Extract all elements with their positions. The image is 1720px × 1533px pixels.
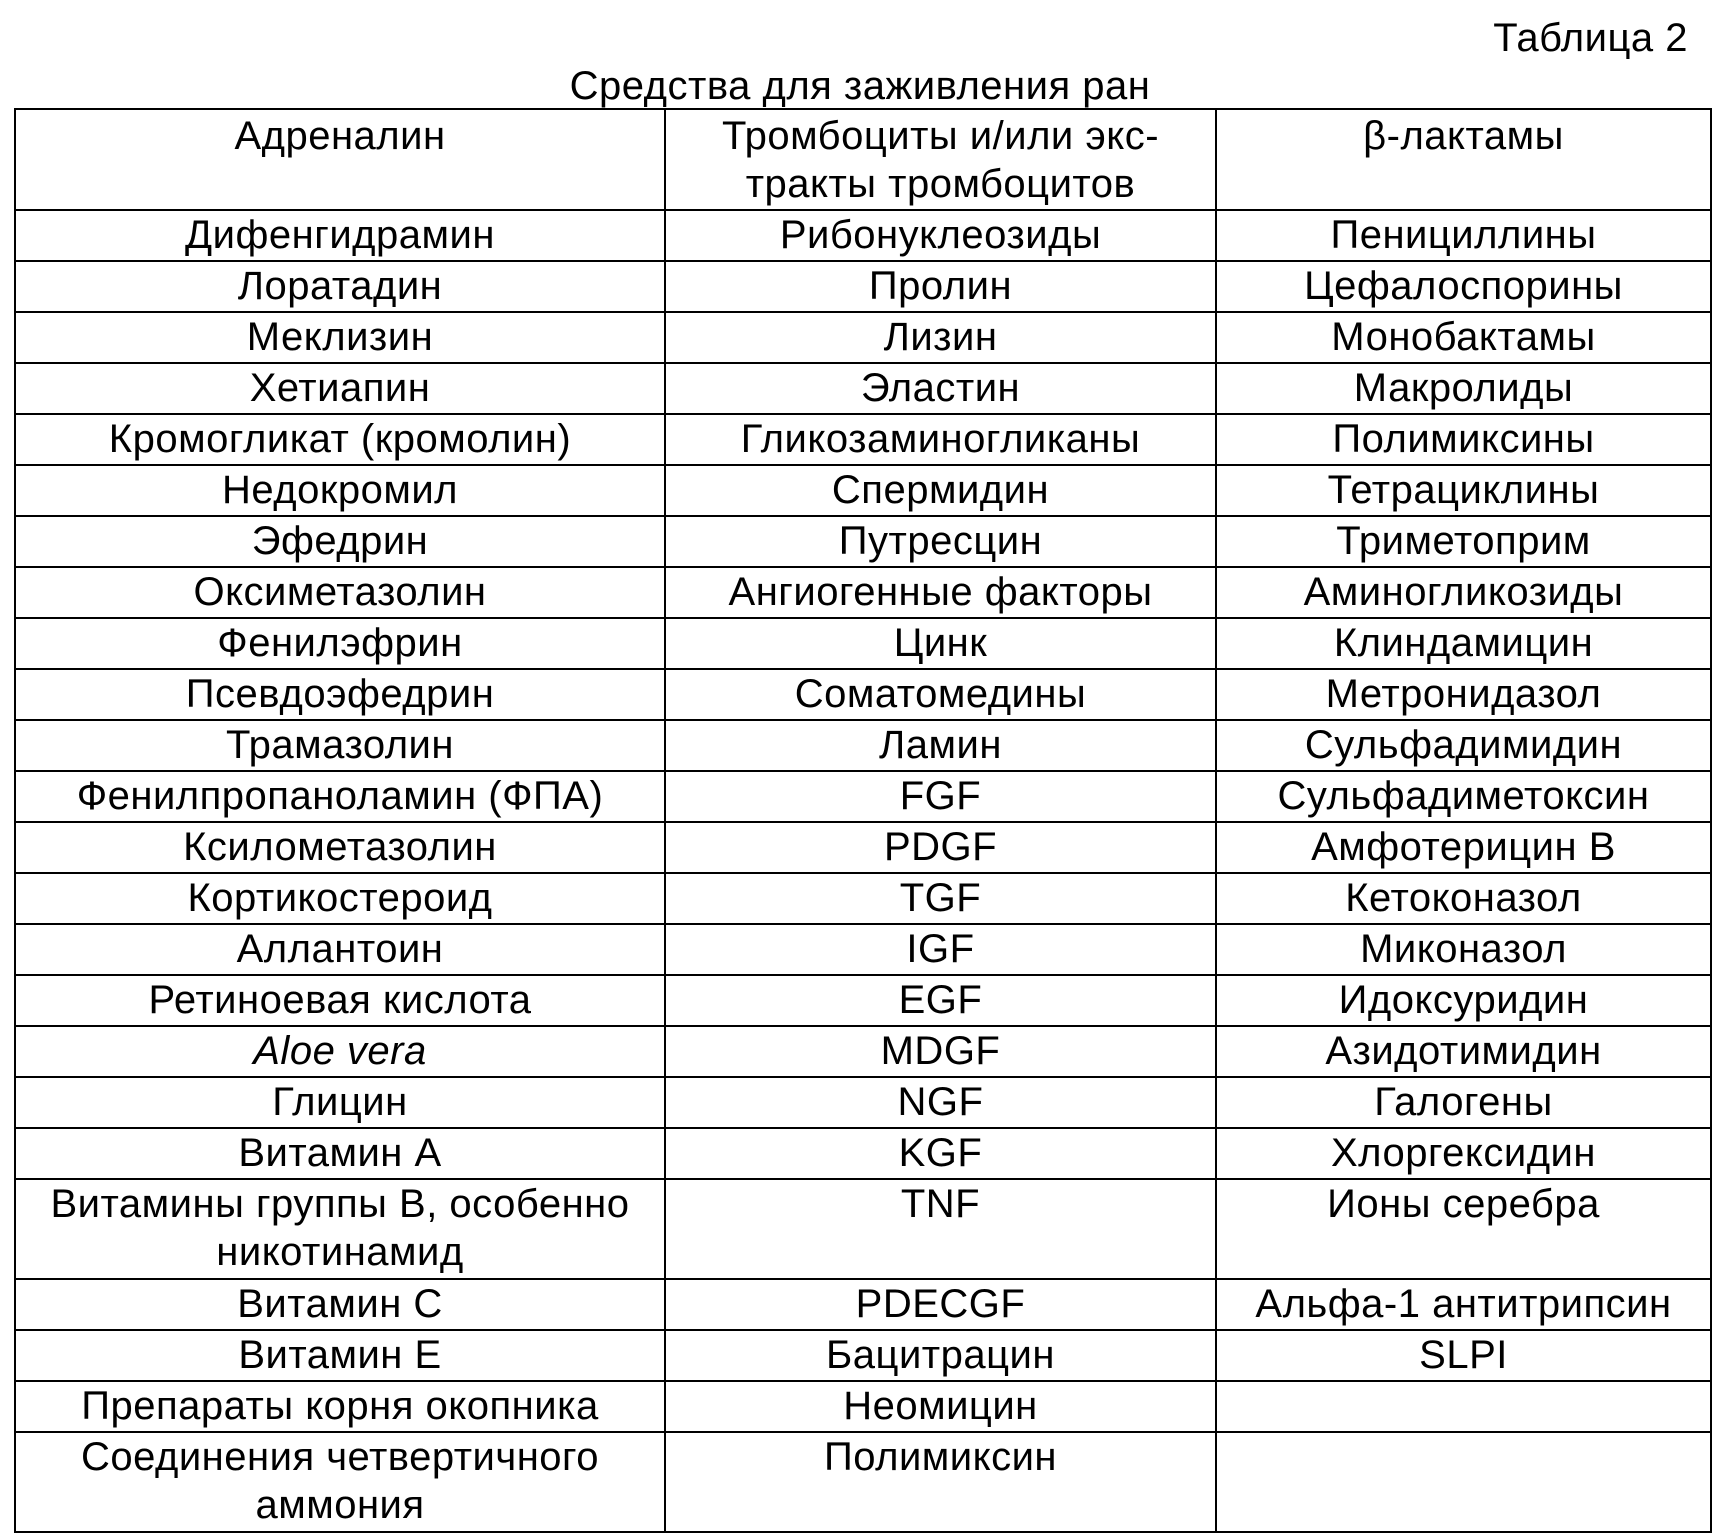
table-cell-col1: Оксиметазолин: [15, 567, 665, 618]
table-cell-col1: Aloe vera: [15, 1026, 665, 1077]
table-cell-col3: [1216, 1432, 1711, 1532]
table-cell-col1: Препараты корня окопника: [15, 1381, 665, 1432]
table-cell-col2: EGF: [665, 975, 1216, 1026]
table-row: [15, 261, 1711, 312]
table-cell-col3: Амфотерицин B: [1216, 822, 1711, 873]
table-cell-col3: SLPI: [1216, 1330, 1711, 1381]
table-cell-col1: Ретиноевая кислота: [15, 975, 665, 1026]
table-cell-col2: Цинк: [665, 618, 1216, 669]
wound-healing-agents-table: [14, 108, 1712, 1533]
table-cell-col1: Витамины группы В, особенно никотинамид: [15, 1179, 665, 1279]
table-row: [15, 363, 1711, 414]
table-cell-col3: [1216, 1381, 1711, 1432]
table-cell-col3: Ионы серебра: [1216, 1179, 1711, 1279]
table-row: [15, 771, 1711, 822]
table-cell-col2: TNF: [665, 1179, 1216, 1279]
table-cell-col1: Соединения четвертичного аммония: [15, 1432, 665, 1532]
table-row: [15, 1179, 1711, 1279]
table-title: Средства для заживления ран: [569, 64, 1151, 108]
table-cell-col2: Ламин: [665, 720, 1216, 771]
table-cell-col2: Эластин: [665, 363, 1216, 414]
table-cell-col3: β-лактамы: [1216, 109, 1711, 210]
table-row: [15, 1330, 1711, 1381]
table-body: [15, 109, 1711, 1532]
table-cell-col2: Путресцин: [665, 516, 1216, 567]
table-row: [15, 822, 1711, 873]
table-row: [15, 924, 1711, 975]
table-cell-col1: Меклизин: [15, 312, 665, 363]
table-row: [15, 1279, 1711, 1330]
table-cell-col3: Аминогликозиды: [1216, 567, 1711, 618]
table-cell-col2: IGF: [665, 924, 1216, 975]
table-cell-col1: Фенилэфрин: [15, 618, 665, 669]
table-row: [15, 873, 1711, 924]
table-row: [15, 975, 1711, 1026]
table-cell-col3: Галогены: [1216, 1077, 1711, 1128]
table-cell-col2: TGF: [665, 873, 1216, 924]
table-cell-col2: NGF: [665, 1077, 1216, 1128]
table-cell-col2: PDECGF: [665, 1279, 1216, 1330]
table-cell-col3: Клиндамицин: [1216, 618, 1711, 669]
table-row: [15, 567, 1711, 618]
table-row: [15, 210, 1711, 261]
table-row: [15, 414, 1711, 465]
table-cell-col2: PDGF: [665, 822, 1216, 873]
table-row: [15, 516, 1711, 567]
table-row: [15, 618, 1711, 669]
table-cell-col1: Хетиапин: [15, 363, 665, 414]
table-row: [15, 720, 1711, 771]
table-cell-col3: Тетрациклины: [1216, 465, 1711, 516]
table-cell-col1: Трамазолин: [15, 720, 665, 771]
table-cell-col1: Витамин С: [15, 1279, 665, 1330]
table-cell-col2: Спермидин: [665, 465, 1216, 516]
table-row: [15, 1432, 1711, 1532]
table-cell-col3: Миконазол: [1216, 924, 1711, 975]
table-cell-col3: Метронидазол: [1216, 669, 1711, 720]
table-cell-col1: Недокромил: [15, 465, 665, 516]
table-cell-col3: Сульфадимидин: [1216, 720, 1711, 771]
table-cell-col1: Лоратадин: [15, 261, 665, 312]
table-cell-col2: Тромбоциты и/или экс- тракты тромбоцитов: [665, 109, 1216, 210]
table-cell-col3: Идоксуридин: [1216, 975, 1711, 1026]
table-row: [15, 1077, 1711, 1128]
table-header-row: [15, 109, 1711, 210]
table-cell-col1: Ксилометазолин: [15, 822, 665, 873]
table-row: [15, 1128, 1711, 1179]
table-cell-col3: Триметоприм: [1216, 516, 1711, 567]
table-cell-col1: Псевдоэфедрин: [15, 669, 665, 720]
table-number: Таблица 2: [1493, 16, 1688, 60]
table-cell-col2: Неомицин: [665, 1381, 1216, 1432]
table-cell-col1: Витамин Е: [15, 1330, 665, 1381]
table-cell-col3: Полимиксины: [1216, 414, 1711, 465]
table-cell-col3: Сульфадиметоксин: [1216, 771, 1711, 822]
table-row: [15, 312, 1711, 363]
table-cell-col1: Эфедрин: [15, 516, 665, 567]
table-cell-col1: Кортикостероид: [15, 873, 665, 924]
table-cell-col1: Дифенгидрамин: [15, 210, 665, 261]
table-cell-col1: Адреналин: [15, 109, 665, 210]
table-cell-col3: Макролиды: [1216, 363, 1711, 414]
table-cell-col2: Пролин: [665, 261, 1216, 312]
table-cell-col3: Хлоргексидин: [1216, 1128, 1711, 1179]
table-cell-col1: Фенилпропаноламин (ФПА): [15, 771, 665, 822]
table-row: [15, 669, 1711, 720]
table-cell-col3: Пенициллины: [1216, 210, 1711, 261]
table-cell-col1: Кромогликат (кромолин): [15, 414, 665, 465]
table-cell-col3: Альфа-1 антитрипсин: [1216, 1279, 1711, 1330]
table-row: [15, 1026, 1711, 1077]
table-cell-col2: Рибонуклеозиды: [665, 210, 1216, 261]
table-cell-col1: Аллантоин: [15, 924, 665, 975]
table-cell-col1: Глицин: [15, 1077, 665, 1128]
table-cell-col2: Лизин: [665, 312, 1216, 363]
table-cell-col2: Ангиогенные факторы: [665, 567, 1216, 618]
table-cell-col3: Цефалоспорины: [1216, 261, 1711, 312]
table-cell-col2: Полимиксин: [665, 1432, 1216, 1532]
table-row: [15, 465, 1711, 516]
table-cell-col2: Гликозаминогликаны: [665, 414, 1216, 465]
table-cell-col3: Азидотимидин: [1216, 1026, 1711, 1077]
table-cell-col1: Витамин А: [15, 1128, 665, 1179]
table-row: [15, 1381, 1711, 1432]
table-cell-col3: Кетоконазол: [1216, 873, 1711, 924]
table-cell-col3: Монобактамы: [1216, 312, 1711, 363]
table-cell-col2: Соматомедины: [665, 669, 1216, 720]
table-cell-col2: Бацитрацин: [665, 1330, 1216, 1381]
table-cell-col2: MDGF: [665, 1026, 1216, 1077]
table-cell-col2: FGF: [665, 771, 1216, 822]
table-cell-col2: KGF: [665, 1128, 1216, 1179]
